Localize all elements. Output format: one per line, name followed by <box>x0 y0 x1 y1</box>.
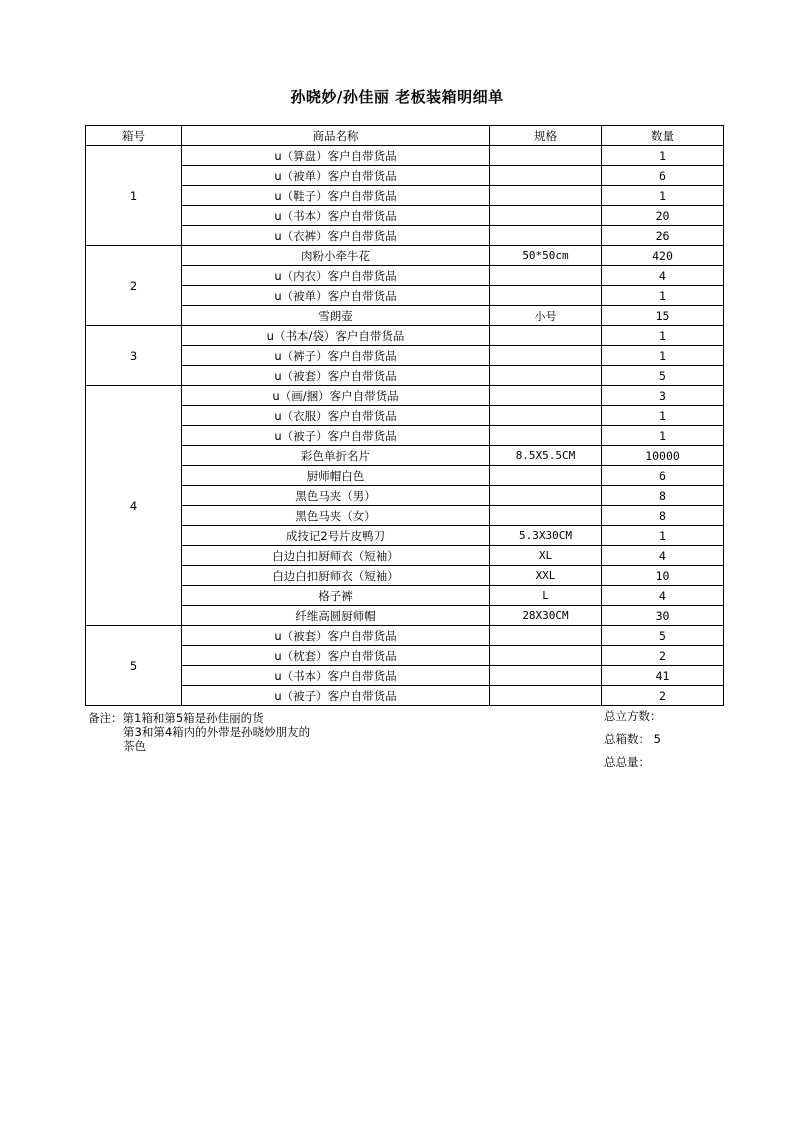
product-name-cell: 纤维高圆厨师帽 <box>182 606 490 626</box>
quantity-cell: 1 <box>602 406 724 426</box>
box-number-cell: 5 <box>86 626 182 706</box>
table-row <box>86 366 724 386</box>
spec-cell: XXL <box>490 566 602 586</box>
product-name-cell: u（衣服）客户自带货品 <box>182 406 490 426</box>
quantity-cell: 4 <box>602 546 724 566</box>
spec-cell: L <box>490 586 602 606</box>
table-row <box>86 166 724 186</box>
product-name-cell: 彩色单折名片 <box>182 446 490 466</box>
quantity-cell: 5 <box>602 366 724 386</box>
quantity-cell: 8 <box>602 506 724 526</box>
total-boxes-label: 总箱数： <box>604 732 650 746</box>
spec-cell <box>490 626 602 646</box>
product-name-cell: 雪朗壶 <box>182 306 490 326</box>
box-number-cell: 1 <box>86 146 182 246</box>
product-name-cell: u（被单）客户自带货品 <box>182 286 490 306</box>
table-row <box>86 306 724 326</box>
quantity-cell: 5 <box>602 626 724 646</box>
product-name-cell: u（书本）客户自带货品 <box>182 206 490 226</box>
spec-cell <box>490 266 602 286</box>
product-name-cell: u（被子）客户自带货品 <box>182 686 490 706</box>
product-name-cell: u（被套）客户自带货品 <box>182 366 490 386</box>
table-row <box>86 606 724 626</box>
table-header-row <box>86 126 724 146</box>
quantity-cell: 1 <box>602 286 724 306</box>
spec-cell <box>490 326 602 346</box>
quantity-cell: 3 <box>602 386 724 406</box>
table-row <box>86 266 724 286</box>
product-name-cell: 白边白扣厨师衣（短袖） <box>182 546 490 566</box>
quantity-cell: 41 <box>602 666 724 686</box>
product-name-cell: u（被套）客户自带货品 <box>182 626 490 646</box>
product-name-cell: u（画/捆）客户自带货品 <box>182 386 490 406</box>
total-boxes <box>604 731 662 754</box>
table-row <box>86 506 724 526</box>
product-name-cell: u（书本）客户自带货品 <box>182 666 490 686</box>
spec-cell: XL <box>490 546 602 566</box>
table-row <box>86 146 724 166</box>
table-row <box>86 426 724 446</box>
table-row <box>86 406 724 426</box>
table-row <box>86 206 724 226</box>
table-row <box>86 526 724 546</box>
remarks <box>88 711 310 753</box>
total-weight <box>604 754 662 777</box>
quantity-cell: 1 <box>602 146 724 166</box>
quantity-cell: 1 <box>602 526 724 546</box>
header-quantity: 数量 <box>602 126 724 146</box>
box-number-cell: 2 <box>86 246 182 326</box>
table-row <box>86 686 724 706</box>
product-name-cell: 白边白扣厨师衣（短袖） <box>182 566 490 586</box>
product-name-cell: u（裤子）客户自带货品 <box>182 346 490 366</box>
product-name-cell: u（书本/袋）客户自带货品 <box>182 326 490 346</box>
spec-cell <box>490 686 602 706</box>
product-name-cell: u（枕套）客户自带货品 <box>182 646 490 666</box>
table-row <box>86 646 724 666</box>
quantity-cell: 1 <box>602 186 724 206</box>
table-row <box>86 666 724 686</box>
header-spec: 规格 <box>490 126 602 146</box>
table-row <box>86 586 724 606</box>
quantity-cell: 6 <box>602 466 724 486</box>
quantity-cell: 2 <box>602 686 724 706</box>
product-name-cell: 成技记2号片皮鸭刀 <box>182 526 490 546</box>
table-row <box>86 246 724 266</box>
spec-cell <box>490 346 602 366</box>
table-body <box>86 146 724 706</box>
quantity-cell: 10 <box>602 566 724 586</box>
quantity-cell: 6 <box>602 166 724 186</box>
spec-cell <box>490 286 602 306</box>
spec-cell <box>490 666 602 686</box>
table-row <box>86 286 724 306</box>
product-name-cell: 黑色马夹（女） <box>182 506 490 526</box>
box-number-cell: 4 <box>86 386 182 626</box>
spec-cell <box>490 186 602 206</box>
quantity-cell: 420 <box>602 246 724 266</box>
spec-cell <box>490 486 602 506</box>
packing-list-table <box>85 125 724 706</box>
table-row <box>86 466 724 486</box>
total-volume <box>604 708 662 731</box>
header-box-number: 箱号 <box>86 126 182 146</box>
quantity-cell: 8 <box>602 486 724 506</box>
spec-cell <box>490 466 602 486</box>
quantity-cell: 1 <box>602 426 724 446</box>
spec-cell <box>490 166 602 186</box>
table-row <box>86 386 724 406</box>
page-title: 孙晓妙/孙佳丽 老板装箱明细单 <box>290 88 504 106</box>
spec-cell <box>490 226 602 246</box>
quantity-cell: 4 <box>602 266 724 286</box>
quantity-cell: 1 <box>602 326 724 346</box>
quantity-cell: 30 <box>602 606 724 626</box>
quantity-cell: 10000 <box>602 446 724 466</box>
product-name-cell: 厨师帽白色 <box>182 466 490 486</box>
table-row <box>86 226 724 246</box>
quantity-cell: 1 <box>602 346 724 366</box>
spec-cell <box>490 406 602 426</box>
table-row <box>86 186 724 206</box>
spec-cell: 8.5X5.5CM <box>490 446 602 466</box>
quantity-cell: 20 <box>602 206 724 226</box>
spec-cell <box>490 146 602 166</box>
remarks-line-2: 第3和第4箱内的外带是孙晓妙朋友的 <box>123 725 311 739</box>
table-row <box>86 566 724 586</box>
product-name-cell: u（内衣）客户自带货品 <box>182 266 490 286</box>
quantity-cell: 26 <box>602 226 724 246</box>
spec-cell <box>490 386 602 406</box>
product-name-cell: 肉粉小牵牛花 <box>182 246 490 266</box>
spec-cell <box>490 506 602 526</box>
spec-cell <box>490 426 602 446</box>
product-name-cell: 格子裤 <box>182 586 490 606</box>
table-row <box>86 346 724 366</box>
quantity-cell: 15 <box>602 306 724 326</box>
spec-cell <box>490 646 602 666</box>
total-boxes-value: 5 <box>653 732 661 746</box>
table-row <box>86 486 724 506</box>
product-name-cell: u（衣裤）客户自带货品 <box>182 226 490 246</box>
table-row <box>86 546 724 566</box>
table-row <box>86 626 724 646</box>
total-volume-label: 总立方数： <box>604 709 662 723</box>
product-name-cell: u（鞋子）客户自带货品 <box>182 186 490 206</box>
quantity-cell: 2 <box>602 646 724 666</box>
spec-cell <box>490 366 602 386</box>
spec-cell: 50*50cm <box>490 246 602 266</box>
box-number-cell: 3 <box>86 326 182 386</box>
quantity-cell: 4 <box>602 586 724 606</box>
spec-cell: 小号 <box>490 306 602 326</box>
product-name-cell: 黑色马夹（男） <box>182 486 490 506</box>
summary-block <box>604 708 662 777</box>
remarks-line-1: 第1箱和第5箱是孙佳丽的货 <box>122 711 264 725</box>
remarks-line-3: 茶色 <box>123 739 146 753</box>
product-name-cell: u（被单）客户自带货品 <box>182 166 490 186</box>
product-name-cell: u（被子）客户自带货品 <box>182 426 490 446</box>
spec-cell <box>490 206 602 226</box>
spec-cell: 28X30CM <box>490 606 602 626</box>
table-row <box>86 326 724 346</box>
spec-cell: 5.3X30CM <box>490 526 602 546</box>
remarks-label: 备注： <box>88 711 123 725</box>
header-product-name: 商品名称 <box>182 126 490 146</box>
total-weight-label: 总总量： <box>604 755 650 769</box>
table-row <box>86 446 724 466</box>
product-name-cell: u（算盘）客户自带货品 <box>182 146 490 166</box>
